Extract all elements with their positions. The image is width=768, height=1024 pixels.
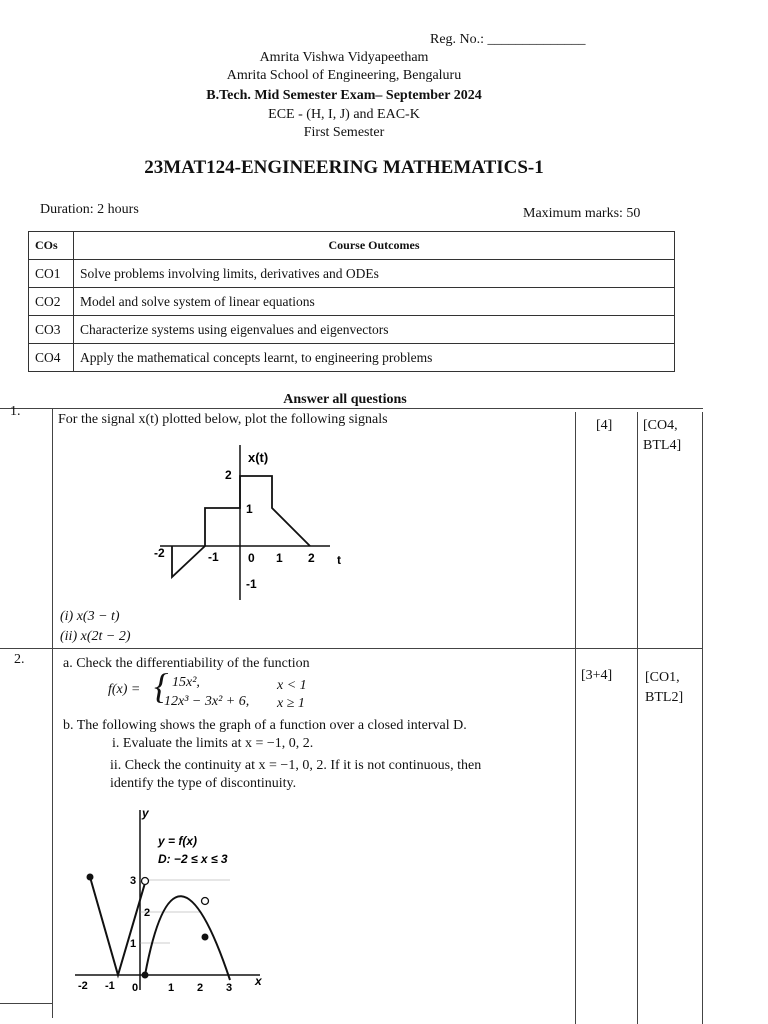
question-row-divider — [0, 1003, 53, 1004]
sub-question: (i) x(3 − t) — [60, 609, 120, 624]
y-tick-label: -1 — [246, 577, 257, 591]
x-tick-label: 2 — [197, 982, 204, 994]
x-tick-label: -2 — [154, 546, 165, 560]
co-id: CO2 — [29, 288, 74, 316]
closed-point — [142, 972, 149, 979]
question-table-divider — [52, 408, 53, 1018]
instructions: Answer all questions — [283, 392, 407, 407]
closed-point — [87, 874, 94, 881]
y-tick-label: 2 — [225, 468, 232, 482]
co-outcome: Model and solve system of linear equations — [74, 288, 675, 316]
question-table-divider — [702, 412, 703, 1024]
question-table-top-border — [0, 408, 703, 409]
co-id: CO1 — [29, 260, 74, 288]
curve-parabola — [145, 896, 230, 980]
university-name: Amrita Vishwa Vidyapeetham — [259, 50, 429, 65]
outcome-column-header: Course Outcomes — [74, 232, 675, 260]
part-b-ii: ii. Check the continuity at x = −1, 0, 2. If it is not continuous, then — [110, 758, 482, 773]
question-btl: BTL4] — [643, 438, 682, 453]
branch: ECE - (H, I, J) and EAC-K — [268, 107, 420, 122]
x-tick-label: -1 — [105, 980, 115, 992]
y-axis-label: y — [142, 806, 149, 820]
co-table-header — [29, 232, 675, 260]
case-expression: 12x³ − 3x² + 6, — [164, 694, 250, 709]
question-text: For the signal x(t) plotted below, plot the following signals — [58, 412, 388, 427]
question-number: 1. — [10, 404, 21, 419]
x-axis-label: t — [337, 553, 341, 567]
case-condition: x < 1 — [277, 678, 307, 693]
part-b-text: b. The following shows the graph of a function over a closed interval D. — [63, 718, 467, 733]
closed-point — [202, 934, 209, 941]
x-tick-label: -2 — [78, 980, 88, 992]
duration: Duration: 2 hours — [40, 202, 139, 217]
signal-graph — [140, 440, 360, 605]
x-tick-label: 0 — [132, 982, 139, 994]
x-tick-label: 1 — [276, 551, 283, 565]
piecewise-brace: { — [154, 666, 169, 706]
x-tick-label: 1 — [168, 982, 175, 994]
co-id: CO4 — [29, 344, 74, 372]
case-expression: 15x², — [172, 675, 200, 690]
reg-no: Reg. No.: ______________ — [430, 32, 586, 47]
co-id: CO3 — [29, 316, 74, 344]
graph-domain: D: −2 ≤ x ≤ 3 — [158, 852, 228, 866]
co-outcome: Apply the mathematical concepts learnt, to engineering problems — [74, 344, 675, 372]
co-column-header: COs — [29, 232, 74, 260]
x-tick-label: 0 — [248, 551, 255, 565]
part-a-text: a. Check the differentiability of the function — [63, 656, 310, 671]
signal-title: x(t) — [248, 450, 269, 465]
signal-curve — [172, 476, 310, 577]
x-tick-label: -1 — [208, 550, 219, 564]
table-row — [29, 344, 675, 372]
y-tick-label: 1 — [130, 938, 137, 950]
co-outcome: Solve problems involving limits, derivatives and ODEs — [74, 260, 675, 288]
question-marks: [4] — [596, 418, 613, 433]
part-b-ii-cont: identify the type of discontinuity. — [110, 776, 297, 791]
school-name: Amrita School of Engineering, Bengaluru — [226, 68, 462, 83]
max-marks: Maximum marks: 50 — [523, 206, 641, 221]
question-table-divider — [575, 412, 576, 1024]
curve-v-segment — [90, 877, 145, 975]
sub-question: (ii) x(2t − 2) — [60, 629, 131, 644]
function-graph — [70, 805, 280, 1000]
question-btl: BTL2] — [645, 690, 684, 705]
question-co: [CO1, — [645, 670, 680, 685]
x-axis-label: x — [255, 974, 262, 988]
question-table-divider — [637, 412, 638, 1024]
co-outcome: Characterize systems using eigenvalues and eigenvectors — [74, 316, 675, 344]
question-marks: [3+4] — [581, 668, 613, 683]
y-tick-label: 2 — [144, 907, 151, 919]
question-number: 2. — [14, 652, 25, 667]
y-tick-label: 1 — [246, 502, 253, 516]
table-row — [29, 288, 675, 316]
semester: First Semester — [303, 125, 385, 140]
case-condition: x ≥ 1 — [277, 696, 305, 711]
open-point — [202, 898, 209, 905]
open-point — [142, 878, 149, 885]
graph-legend: y = f(x) — [158, 834, 198, 848]
co-table — [28, 231, 675, 372]
table-row — [29, 260, 675, 288]
course-title: 23MAT124-ENGINEERING MATHEMATICS-1 — [144, 157, 544, 178]
part-b-i: i. Evaluate the limits at x = −1, 0, 2. — [112, 736, 314, 751]
question-row-divider — [0, 648, 703, 649]
table-row — [29, 316, 675, 344]
x-tick-label: 3 — [226, 982, 233, 994]
x-tick-label: 2 — [308, 551, 315, 565]
y-tick-label: 3 — [130, 875, 137, 887]
function-label: f(x) = — [108, 682, 141, 697]
exam-title: B.Tech. Mid Semester Exam– September 2024 — [206, 88, 482, 103]
question-co: [CO4, — [643, 418, 678, 433]
